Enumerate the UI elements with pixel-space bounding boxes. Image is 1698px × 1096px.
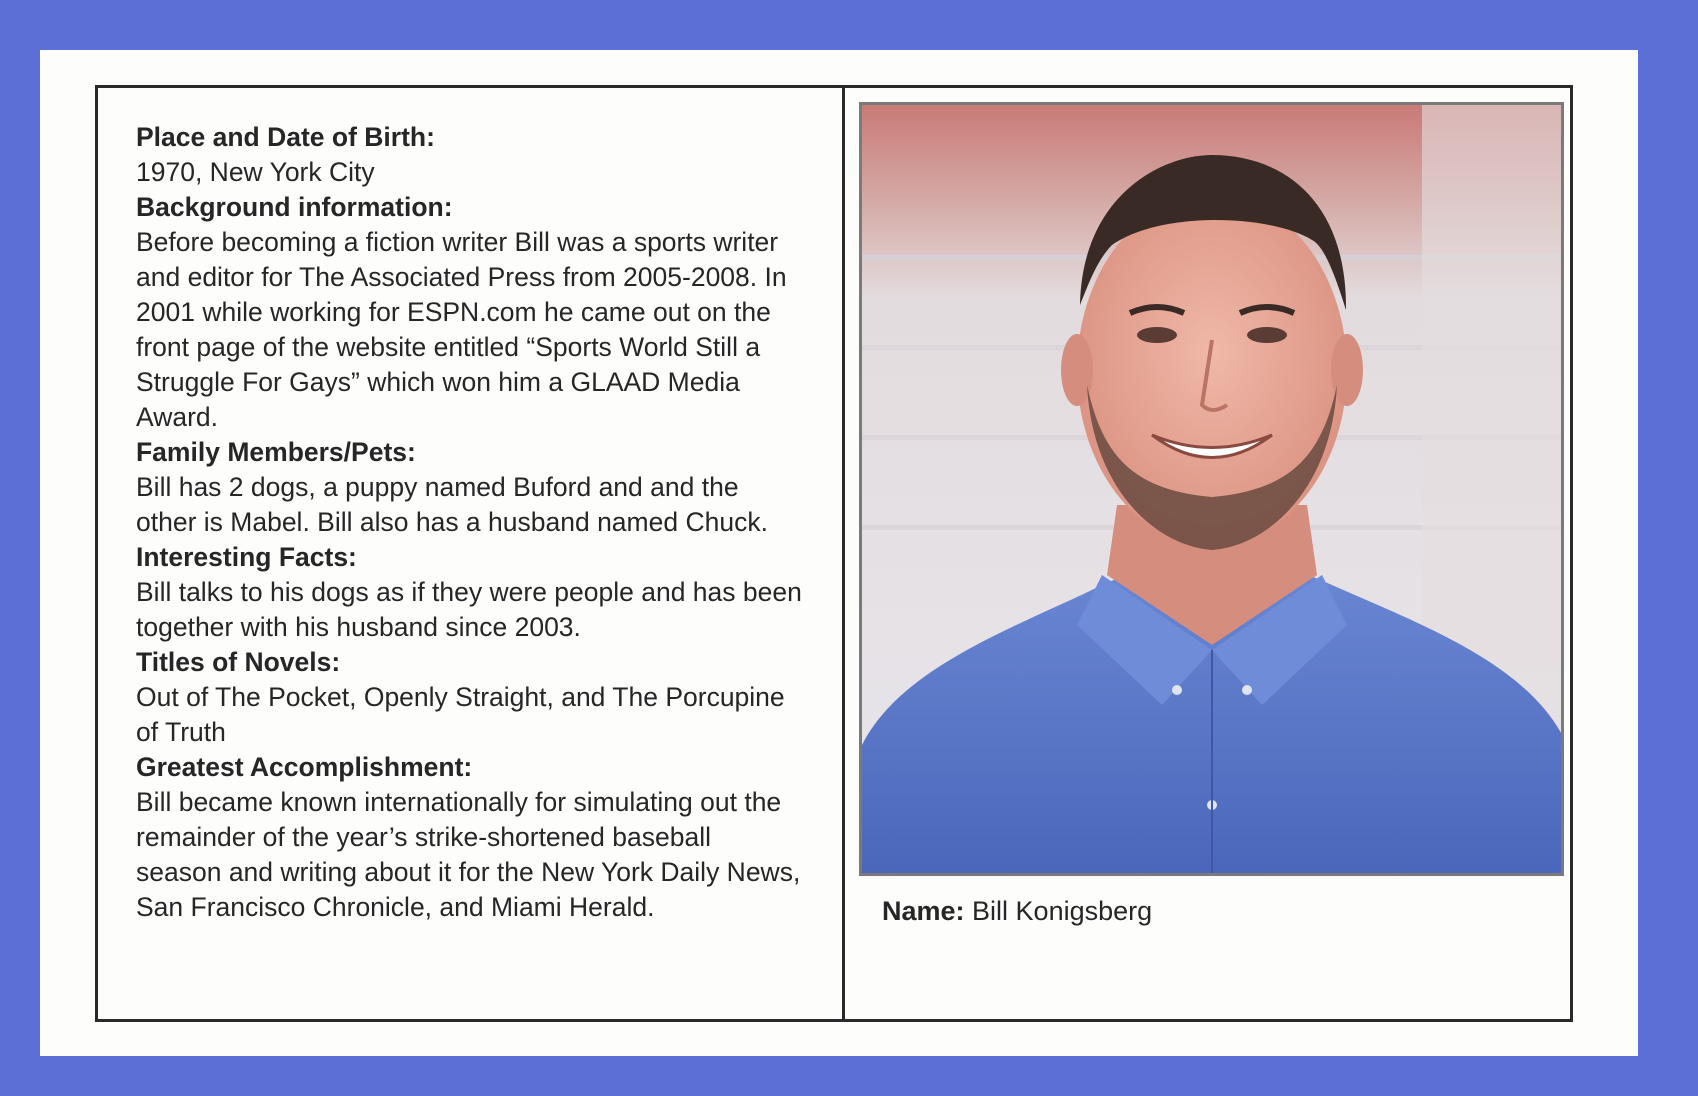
facts-text: Bill talks to his dogs as if they were people and has been together with his husband since 2003. bbox=[136, 577, 802, 642]
novels-heading: Titles of Novels: bbox=[136, 647, 341, 677]
accomplishment-text: Bill became known internationally for simulating out the remainder of the year’s strike-shortened baseball season and writing about it for the New York Daily News, San Francisco Chronicle, and Miami Herald. bbox=[136, 787, 801, 922]
facts-heading: Interesting Facts: bbox=[136, 542, 357, 572]
novels-text: Out of The Pocket, Openly Straight, and The Porcupine of Truth bbox=[136, 682, 785, 747]
birth-heading: Place and Date of Birth: bbox=[136, 122, 435, 152]
birth-text: 1970, New York City bbox=[136, 157, 375, 187]
bio-column bbox=[98, 88, 845, 1019]
name-line bbox=[882, 896, 1152, 927]
author-portrait-image bbox=[862, 105, 1564, 876]
name-label: Name: bbox=[882, 896, 965, 926]
family-text: Bill has 2 dogs, a puppy named Buford and and the other is Mabel. Bill also has a husband named Chuck. bbox=[136, 472, 768, 537]
background-text: Before becoming a fiction writer Bill was a sports writer and editor for The Associated Press from 2005-2008. In 2001 while working for ESPN.com he came out on the front page of the website entitled “Sports World Still a Struggle For Gays” which won him a GLAAD Media Award. bbox=[136, 227, 787, 432]
name-value: Bill Konigsberg bbox=[972, 896, 1153, 926]
accomplishment-heading: Greatest Accomplishment: bbox=[136, 752, 473, 782]
background-heading: Background information: bbox=[136, 192, 453, 222]
author-photo bbox=[859, 102, 1564, 876]
family-heading: Family Members/Pets: bbox=[136, 437, 416, 467]
profile-frame bbox=[95, 85, 1573, 1022]
photo-column bbox=[845, 88, 1570, 1019]
